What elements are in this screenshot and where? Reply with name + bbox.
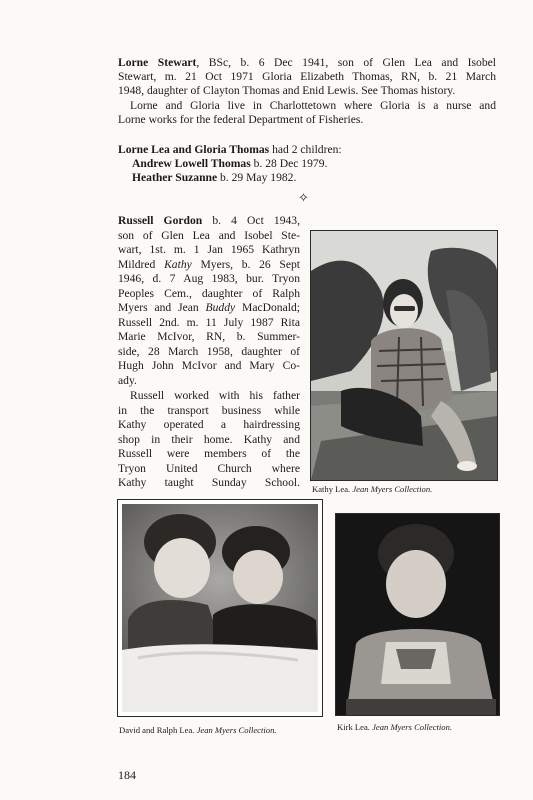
photo-kirk-lea <box>335 513 500 716</box>
photo-david-ralph-lea-image <box>118 500 322 716</box>
page-number: 184 <box>118 768 136 782</box>
russell-line8: Russell 2nd. m. 11 July 1987 Rita <box>118 315 300 329</box>
russell-para2-line5: Russell were members of the <box>118 447 300 460</box>
russell-para2-line7: Kathy taught Sunday School. <box>118 476 300 489</box>
entry-lorne-line2: Stewart, m. 21 Oct 1971 Gloria Elizabeth Thomas, RN, b. 21 March <box>118 70 496 83</box>
russell-para2-line3: Kathy operated a hairdressing <box>118 418 300 431</box>
caption-david-ralph-lea <box>119 725 277 736</box>
russell-line7-b: MacDonald; <box>235 301 300 314</box>
photo-kathy-lea-image <box>311 231 497 480</box>
russell-name: Russell Gordon <box>118 214 203 227</box>
russell-line4-b: Myers, b. 26 Sept <box>191 257 300 271</box>
russell-para2-line4: shop in their home. Kathy and <box>118 432 300 446</box>
caption-kathy-credit: Jean Myers Collection. <box>352 484 433 494</box>
russell-para2-line1: Russell worked with his father <box>130 389 300 402</box>
russell-line7-a: Myers and Jean <box>118 301 206 314</box>
caption-kirk-credit: Jean Myers Collection. <box>372 722 453 732</box>
entry-lorne-para2-line2: Lorne works for the federal Department of Fisheries. <box>118 113 364 126</box>
child-andrew <box>132 157 502 171</box>
section-separator-icon: ✧ <box>298 191 309 206</box>
russell-line7 <box>118 301 300 315</box>
entry-lorne-line1-text: , BSc, b. 6 Dec 1941, son of Glen Lea and Isobel <box>196 56 496 69</box>
entry-lorne-name: Lorne Stewart <box>118 56 197 69</box>
russell-line4 <box>118 258 300 272</box>
russell-nickname-buddy: Buddy <box>205 301 236 314</box>
russell-line12: ady. <box>118 373 137 387</box>
photo-david-ralph-lea <box>117 499 323 717</box>
caption-kathy-name: Kathy Lea. <box>312 484 353 494</box>
russell-line1 <box>118 214 300 228</box>
entry-lorne-line1 <box>118 56 496 70</box>
russell-line3: wart, 1st. m. 1 Jan 1965 Kathryn <box>118 243 300 256</box>
caption-david-credit: Jean Myers Collection. <box>196 725 277 735</box>
russell-line5: 1946, d. 7 Aug 1983, bur. Tryon <box>118 272 300 285</box>
child-andrew-name: Andrew Lowell Thomas <box>132 157 251 170</box>
russell-line9: Marie McIvor, RN, b. Summer- <box>118 330 300 343</box>
child-heather-name: Heather Suzanne <box>132 171 218 184</box>
russell-line2: son of Glen Lea and Isobel Ste- <box>118 228 300 242</box>
children-intro-text: had 2 children: <box>269 143 342 156</box>
child-andrew-dates: b. 28 Dec 1979. <box>250 157 328 170</box>
russell-para2-line6: Tryon United Church where <box>118 461 300 475</box>
caption-david-name: David and Ralph Lea. <box>119 725 197 735</box>
caption-kirk-lea <box>337 722 452 733</box>
child-heather <box>132 171 502 185</box>
children-intro <box>118 143 498 157</box>
children-parents: Lorne Lea and Gloria Thomas <box>118 143 270 156</box>
caption-kirk-name: Kirk Lea. <box>337 722 373 732</box>
russell-line6: Peoples Cem., daughter of Ralph <box>118 286 300 300</box>
russell-nickname-kathy: Kathy <box>164 257 192 271</box>
russell-para2-line2: in the transport business while <box>118 403 300 417</box>
russell-line4-a: Mildred <box>118 257 165 271</box>
photo-kathy-lea <box>310 230 498 481</box>
caption-kathy-lea <box>312 484 432 495</box>
russell-line10: side, 28 March 1958, daughter of <box>118 344 300 358</box>
entry-lorne-line3: 1948, daughter of Clayton Thomas and Enid Lewis. See Thomas history. <box>118 84 456 97</box>
russell-line11: Hugh John McIvor and Mary Co- <box>118 359 300 372</box>
entry-lorne-para2-line1: Lorne and Gloria live in Charlottetown where Gloria is a nurse and <box>130 99 496 112</box>
child-heather-dates: b. 29 May 1982. <box>217 171 297 184</box>
russell-line1-text: b. 4 Oct 1943, <box>202 214 300 227</box>
photo-kirk-lea-image <box>336 514 499 715</box>
